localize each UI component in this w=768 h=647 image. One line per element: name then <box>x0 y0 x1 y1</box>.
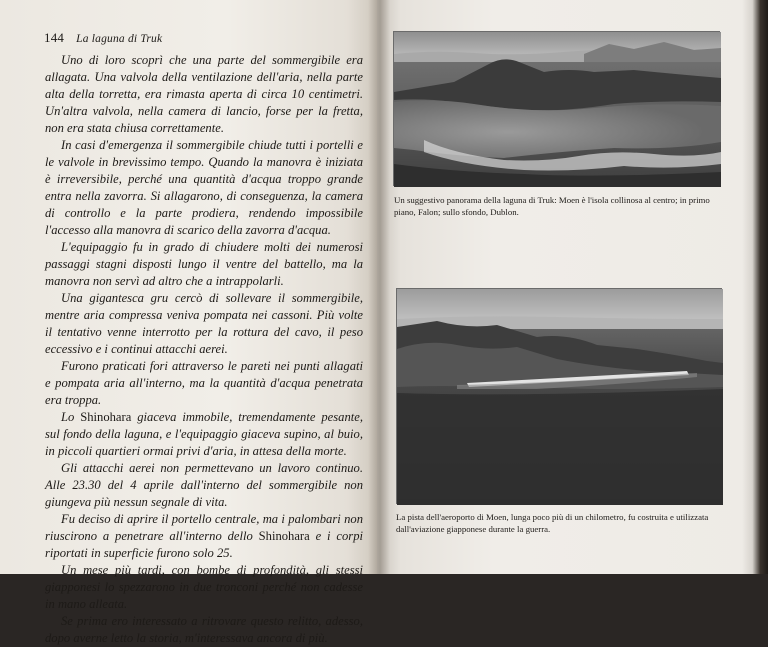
book-gutter <box>368 0 390 574</box>
paragraph: Furono praticati fori attraverso le pareti nei punti allagati e pompata aria all'interno, ma la quantità d'acqua penetrata era troppa. <box>45 359 363 407</box>
paragraph: Lo Shinohara giaceva immobile, tremendamente pesante, sul fondo della laguna, e l'equipaggio giaceva supino, al buio, in piccoli quartieri ormai privi d'aria, in attesa della morte. <box>45 410 363 458</box>
paragraph: Un mese più tardi, con bombe di profondità, gli stessi giapponesi lo spezzarono in due tronconi perché non cadesse in mano alleata. <box>45 563 363 611</box>
photo-caption-bottom: La pista dell'aeroporto di Moen, lunga poco più di un chilometro, fu costruita e utilizzata dall'aviazione giapponese durante la guerra. <box>396 512 709 534</box>
paragraph: Fu deciso di aprire il portello centrale, ma i palombari non riuscirono a penetrare all'interno dello Shinohara e i corpi riportati in superficie furono solo 25. <box>45 512 363 560</box>
ship-name: Shinohara <box>80 410 132 424</box>
page-edge <box>742 0 768 574</box>
paragraph: L'equipaggio fu in grado di chiudere molti dei numerosi passaggi stagni disposti lungo il ventre del battello, ma la manovra non servì ad altro che a intrappolarli. <box>45 240 363 288</box>
body-text <box>45 52 363 647</box>
paragraph: Se prima ero interessato a ritrovare questo relitto, adesso, dopo averne letto la storia, m'interessava ancora di più. <box>45 614 363 645</box>
paragraph: In casi d'emergenza il sommergibile chiude tutti i portelli e le valvole in brevissimo tempo. Quando la manovra è iniziata è irreversibile, perché una quantità d'acqua troppo grande entra nella zavorra. Si allagarono, di conseguenza, la camera di controllo e la parte prodiera, rendendo impossibile l'accesso alla manovra di scarico della zavorra d'acqua. <box>45 138 363 237</box>
airport-strip-photo <box>396 288 722 504</box>
page-number: 144 <box>44 30 65 45</box>
running-head <box>44 30 162 46</box>
photo-image <box>397 289 723 505</box>
running-title: La laguna di Truk <box>76 33 163 45</box>
photo-caption-top: Un suggestivo panorama della laguna di Truk: Moen è l'isola collinosa al centro; in primo piano, Falon; sullo sfondo, Dublon. <box>394 195 710 217</box>
photo-image <box>394 32 721 187</box>
paragraph: Una gigantesca gru cercò di sollevare il sommergibile, mentre aria compressa veniva pompata nei cassoni. Più volte il tentativo venne interrotto per la rottura del cavo, il peso eccessivo e i continui attacchi aerei. <box>45 291 363 356</box>
paragraph: Gli attacchi aerei non permettevano un lavoro continuo. Alle 23.30 del 4 aprile dall'interno del sommergibile non giungeva più nessun segnale di vita. <box>45 461 363 509</box>
left-page <box>0 0 377 645</box>
paragraph: Uno di loro scoprì che una parte del sommergibile era allagata. Una valvola della ventilazione dell'aria, nella parte alta della torretta, era rimasta aperta di circa 10 centimetri. Un'altra valvola, nella camera di lancio, forse per la fretta, non era stata chiusa correttamente. <box>45 53 363 135</box>
lagoon-panorama-photo <box>393 31 720 186</box>
ship-name: Shinohara <box>258 529 310 543</box>
